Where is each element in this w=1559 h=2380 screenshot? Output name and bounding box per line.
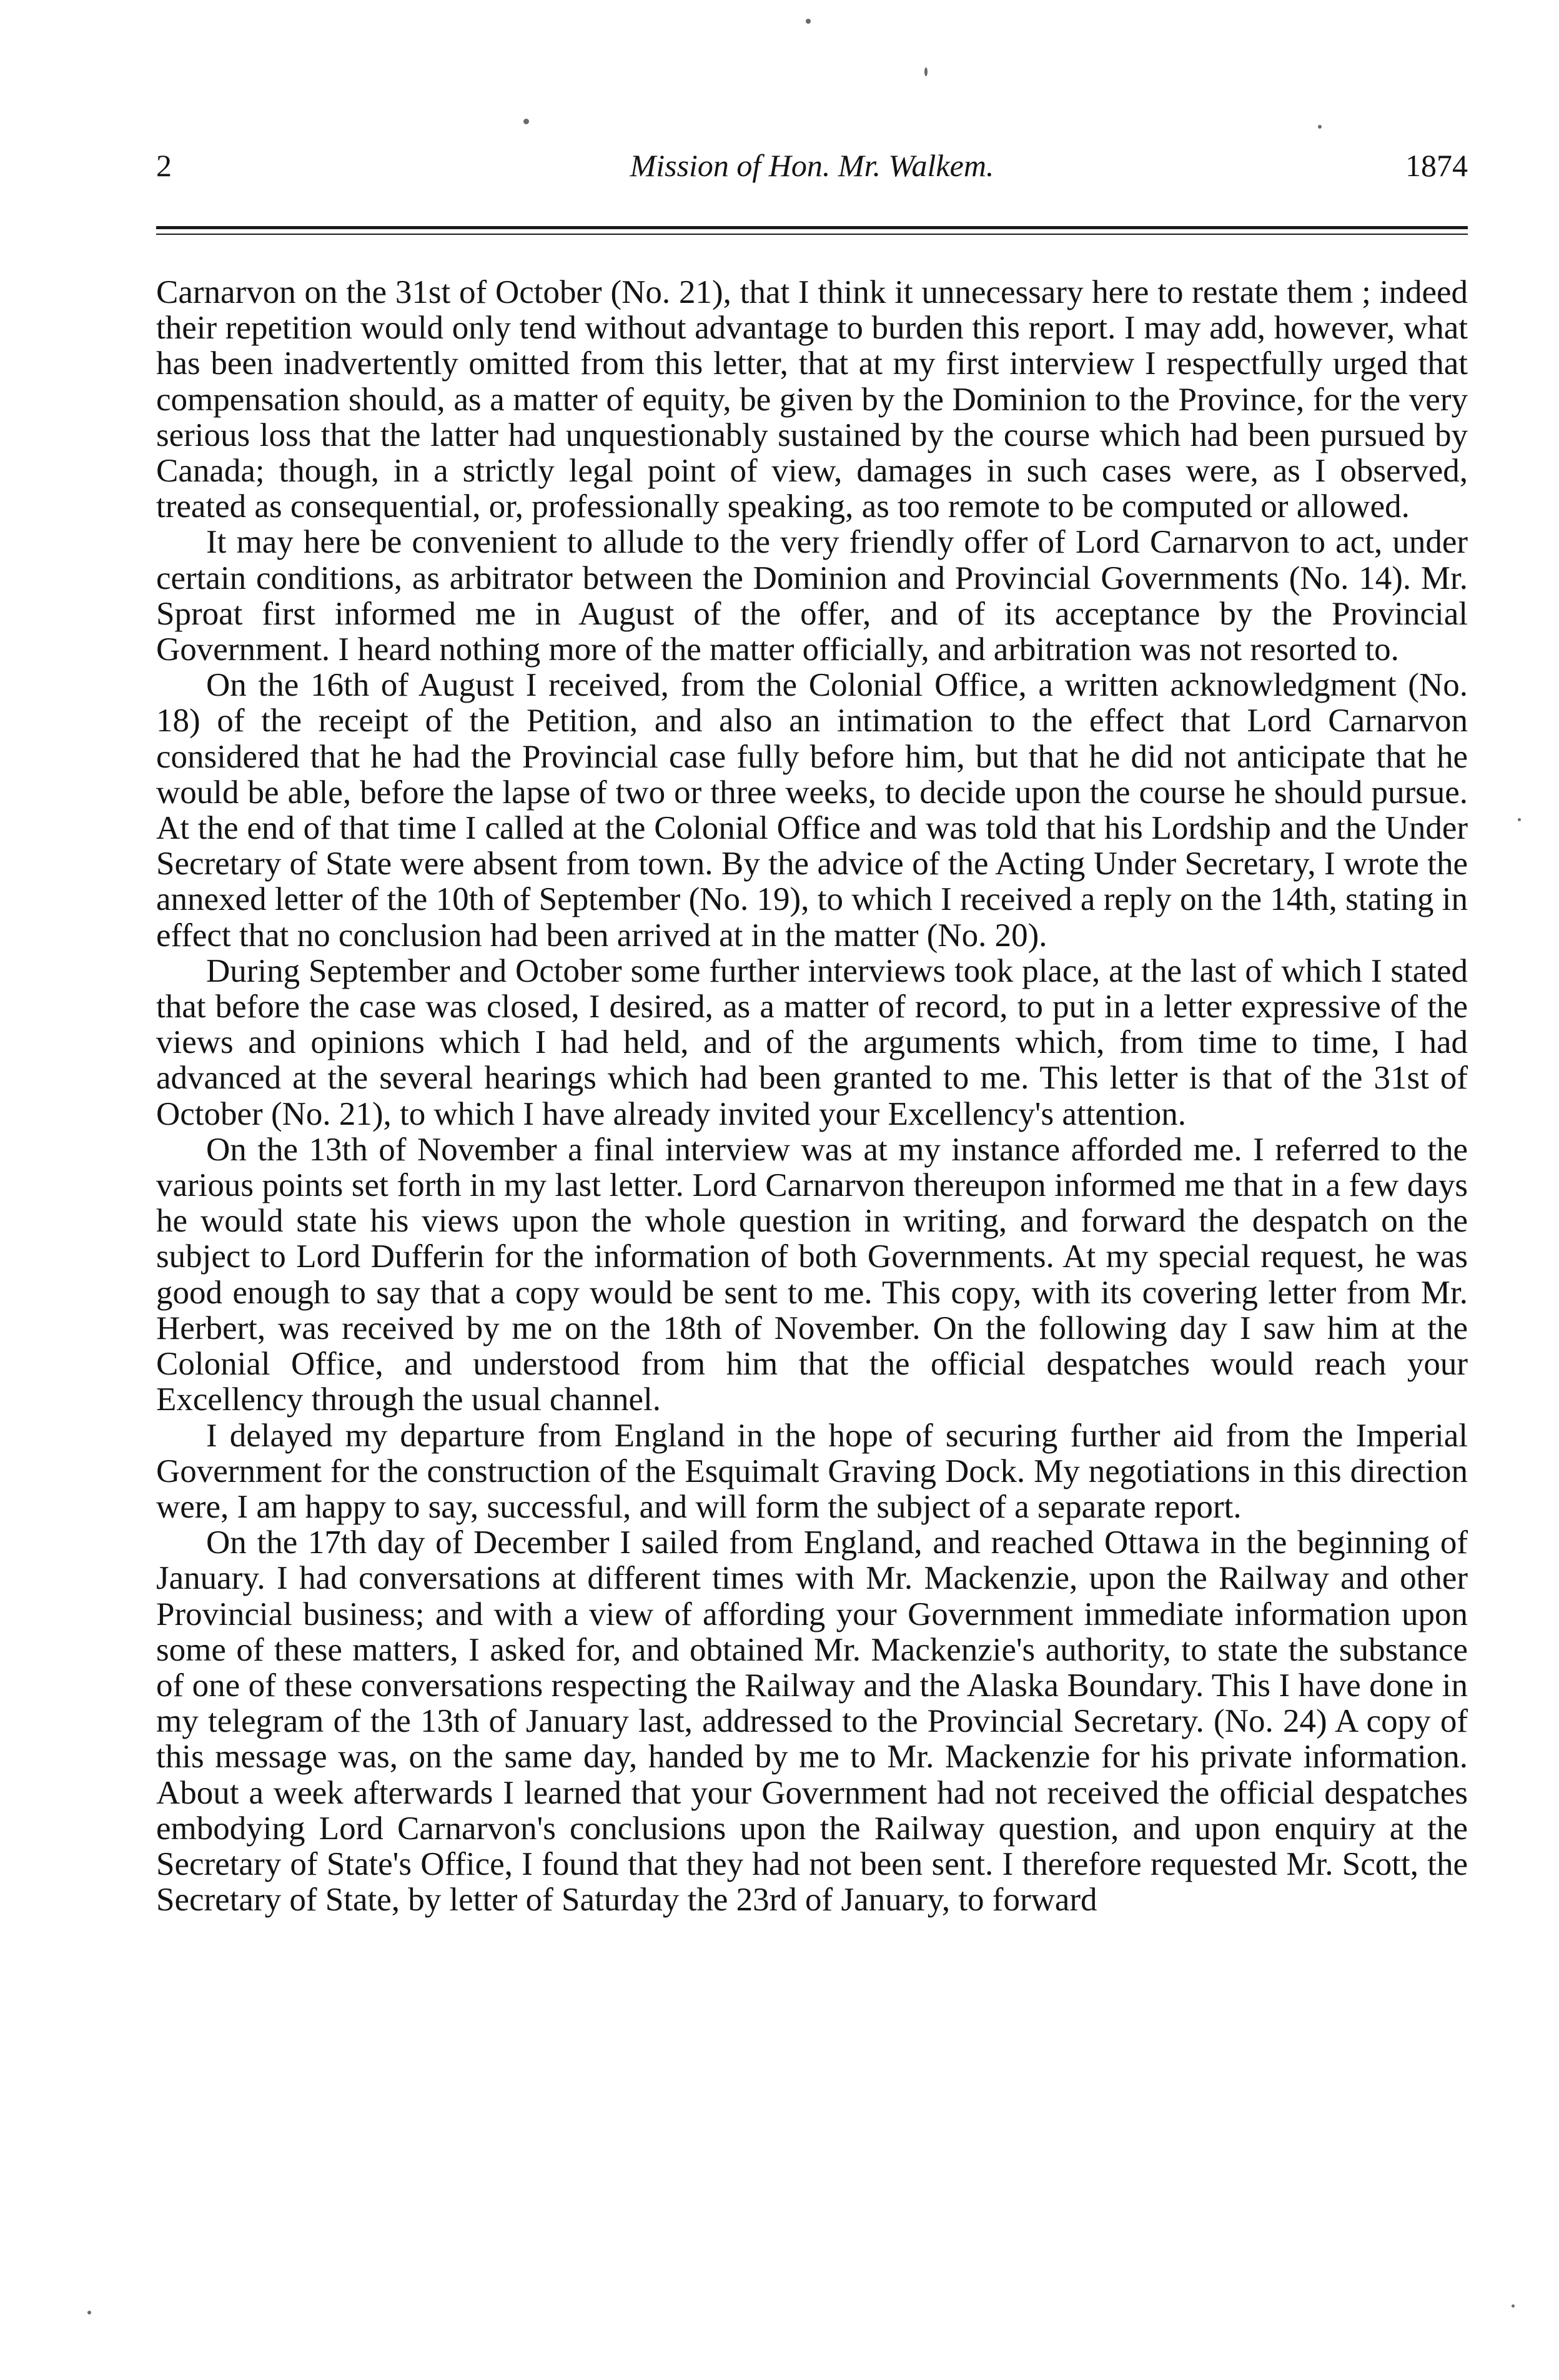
scan-speck bbox=[523, 119, 529, 124]
paragraph: It may here be convenient to allude to the very friendly offer of Lord Carnarvon to act, under certain conditions, as arbitrator between the Dominion and Provincial Governments (No. 14). Mr. Sproat first informed me in August of the offer, and of its acceptance by the Provincial Government. I heard nothing more of the matter officially, and arbitration was not resorted to. bbox=[156, 524, 1468, 668]
page-number: 2 bbox=[156, 148, 172, 183]
scan-speck bbox=[87, 2311, 91, 2314]
paragraph: On the 16th of August I received, from the Colonial Office, a written acknowledgment (No. 18) of the receipt of the Petition, and also an intimation to the effect that Lord Carnarvon considered that he had the Provincial case fully before him, but that he did not anticipate that he would be able, before the lapse of two or three weeks, to decide upon the course he should pursue. At the end of that time I called at the Colonial Office and was told that his Lordship and the Under Secretary of State were absent from town. By the advice of the Acting Under Secretary, I wrote the annexed letter of the 10th of September (No. 19), to which I received a reply on the 14th, stating in effect that no conclusion had been arrived at in the matter (No. 20). bbox=[156, 667, 1468, 954]
running-head bbox=[156, 144, 1468, 187]
paragraph: On the 17th day of December I sailed from England, and reached Ottawa in the beginning of January. I had conversations at different times with Mr. Mackenzie, upon the Railway and other Provincial business; and with a view of affording your Government immediate information upon some of these matters, I asked for, and obtained Mr. Mackenzie's authority, to state the substance of one of these conversations respecting the Railway and the Alaska Boundary. This I have done in my telegram of the 13th of January last, addressed to the Provincial Secretary. (No. 24) A copy of this message was, on the same day, handed by me to Mr. Mackenzie for his private information. About a week afterwards I learned that your Government had not received the official despatches embodying Lord Carnarvon's conclusions upon the Railway question, and upon enquiry at the Secretary of State's Office, I found that they had not been sent. I therefore requested Mr. Scott, the Secretary of State, by letter of Saturday the 23rd of January, to forward bbox=[156, 1524, 1468, 1918]
body-text bbox=[156, 275, 1468, 1918]
header-year: 1874 bbox=[1405, 148, 1468, 183]
paragraph: I delayed my departure from England in the hope of securing further aid from the Imperial Government for the construction of the Esquimalt Graving Dock. My negotiations in this direction were, I am happy to say, successful, and will form the subject of a separate report. bbox=[156, 1417, 1468, 1525]
header-rule-thick bbox=[156, 226, 1468, 229]
scan-speck bbox=[1318, 125, 1322, 129]
scan-speck bbox=[1518, 818, 1521, 821]
paragraph: During September and October some further interviews took place, at the last of which I stated that before the case was closed, I desired, as a matter of record, to put in a letter expressive of the views and opinions which I had held, and of the arguments which, from time to time, I had advanced at the several hearings which had been granted to me. This letter is that of the 31st of October (No. 21), to which I have already invited your Excellency's attention. bbox=[156, 952, 1468, 1132]
scan-speck bbox=[1512, 2304, 1515, 2308]
header-rule-thin bbox=[156, 234, 1468, 235]
paragraph: Carnarvon on the 31st of October (No. 21), that I think it unnecessary here to restate them ; indeed their repetition would only tend without advantage to burden this report. I may add, however, what has been inadvertently omitted from this letter, that at my first interview I respectfully urged that compensation should, as a matter of equity, be given by the Dominion to the Province, for the very serious loss that the latter had unquestionably sustained by the course which had been pursued by Canada; though, in a strictly legal point of view, damages in such cases were, as I observed, treated as consequential, or, professionally speaking, as too remote to be computed or allowed. bbox=[156, 274, 1468, 525]
paragraph: On the 13th of November a final interview was at my instance afforded me. I referred to the various points set forth in my last letter. Lord Carnarvon thereupon informed me that in a few days he would state his views upon the whole question in writing, and forward the despatch on the subject to Lord Dufferin for the information of both Governments. At my special request, he was good enough to say that a copy would be sent to me. This copy, with its covering letter from Mr. Herbert, was received by me on the 18th of November. On the following day I saw him at the Colonial Office, and understood from him that the official despatches would reach your Excellency through the usual channel. bbox=[156, 1131, 1468, 1418]
scan-speck bbox=[806, 19, 811, 24]
scan-speck bbox=[924, 67, 928, 76]
running-title: Mission of Hon. Mr. Walkem. bbox=[630, 148, 994, 183]
